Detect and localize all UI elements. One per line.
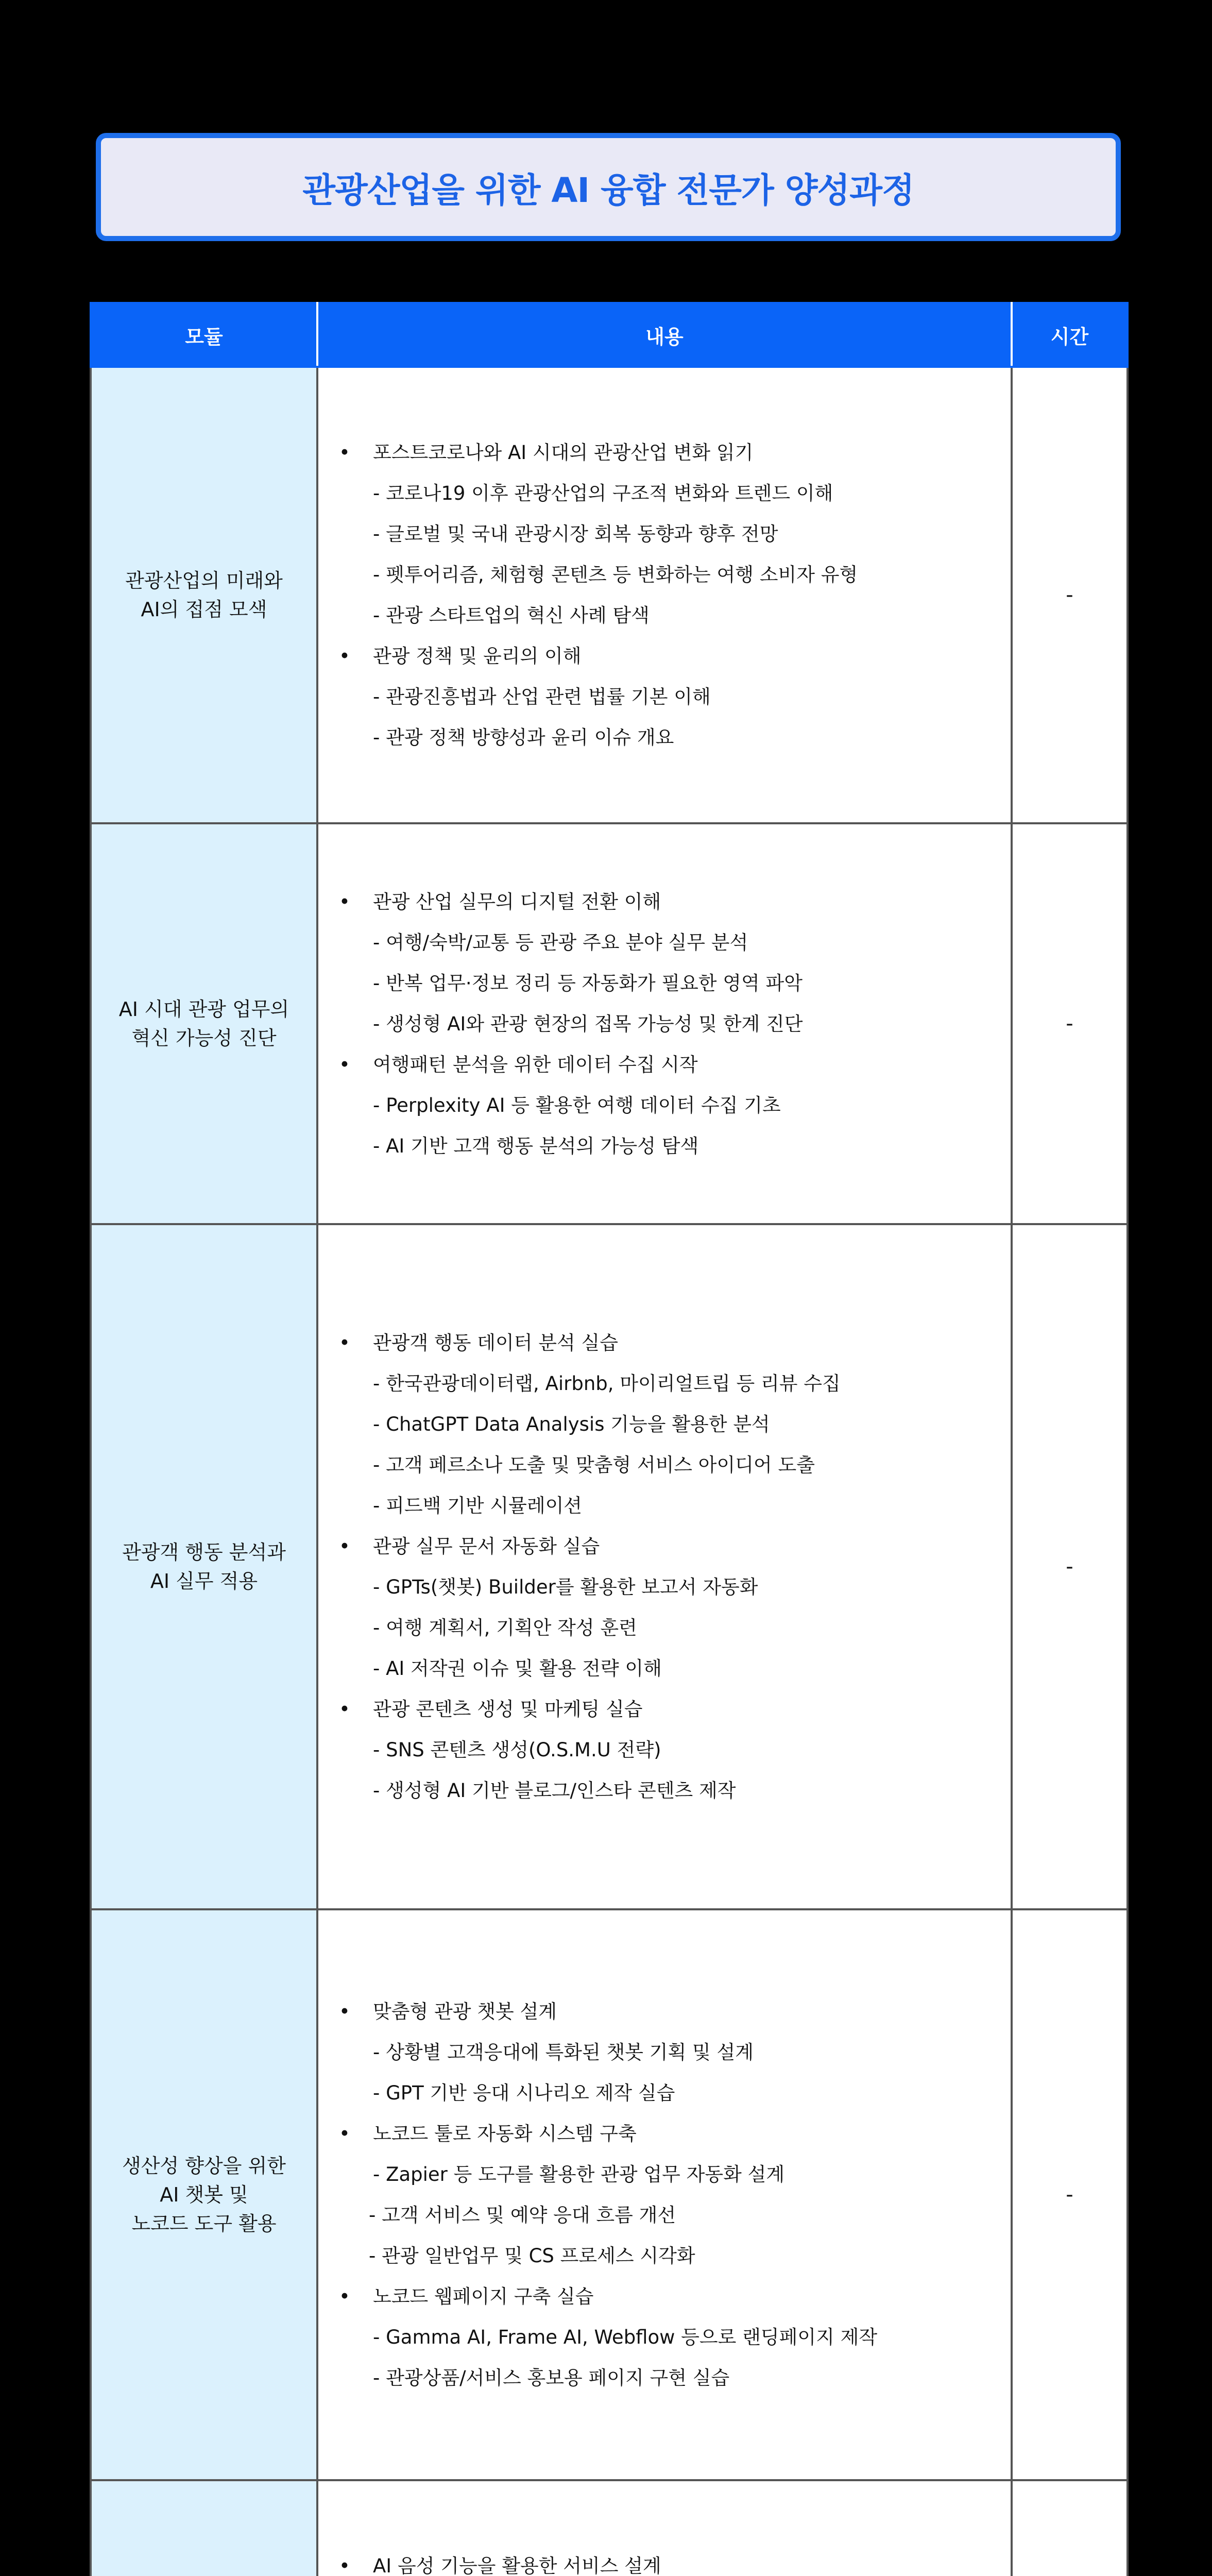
bullet-icon: • [339,1053,350,1076]
item-text: - Perplexity AI 등 활용한 여행 데이터 수집 기초 [373,1094,781,1116]
item-text: - Zapier 등 도구를 활용한 관광 업무 자동화 설계 [373,2163,785,2185]
sub-item [339,1730,990,1770]
item-text: - GPTs(챗봇) Builder를 활용한 보고서 자동화 [373,1576,758,1598]
time-cell: - [1012,1909,1128,2480]
sub-item [339,2032,990,2073]
item-text: AI 음성 기능을 활용한 서비스 설계 [373,2555,661,2576]
item-text: 관광 실무 문서 자동화 실습 [373,1535,600,1557]
item-text: - 글로벌 및 국내 관광시장 회복 동향과 향후 전망 [373,523,778,545]
bullet-icon: • [339,2285,350,2308]
sub-item [339,1607,990,1648]
sub-item [339,2154,990,2195]
time-cell [1012,2480,1128,2576]
module-label-line: 노코드 도구 활용 [131,2212,277,2235]
module-cell [91,1224,317,1909]
bullet-item [339,1526,990,1567]
item-text: - 고객 서비스 및 예약 응대 흐름 개선 [369,2204,676,2226]
bullet-icon: • [339,2123,350,2145]
table-header-row [91,303,1128,367]
sub-item [339,1485,990,1526]
sub-item [339,554,990,595]
item-text: - 관광 일반업무 및 CS 프로세스 시각화 [369,2245,695,2267]
bullet-icon: • [339,890,350,913]
header-content: 내용 [317,303,1012,367]
bullet-icon: • [339,2001,350,2023]
item-text: 여행패턴 분석을 위한 데이터 수집 시작 [373,1053,698,1076]
sub-item [339,717,990,758]
sub-item [339,1648,990,1689]
bullet-item [339,1044,990,1085]
item-text: - 관광진흥법과 산업 관련 법률 기본 이해 [373,686,711,708]
table-row [91,367,1128,823]
bullet-item [339,1991,990,2032]
item-text: 관광객 행동 데이터 분석 실습 [373,1332,618,1354]
table-row [91,2480,1128,2576]
item-text: - 관광 정책 방향성과 윤리 이슈 개요 [373,726,674,749]
module-label-line: AI의 접점 모색 [141,598,267,621]
content-cell [317,2480,1012,2576]
item-text: - 상황별 고객응대에 특화된 챗봇 기획 및 설계 [373,2041,754,2063]
module-label-line: 관광산업의 미래와 [125,569,283,592]
content-cell [317,367,1012,823]
bullet-item [339,1323,990,1363]
table-row [91,1909,1128,2480]
sub-item [339,1770,990,1811]
bullet-icon: • [339,2555,350,2576]
module-label-line: AI 실무 적용 [150,1570,258,1592]
curriculum-table [90,302,1129,2576]
item-text: - 관광상품/서비스 홍보용 페이지 구현 실습 [373,2367,730,2389]
module-label-line: 생산성 향상을 위한 [122,2155,286,2177]
item-text: - AI 기반 고객 행동 분석의 가능성 탐색 [373,1134,699,1157]
sub-item [339,1004,990,1044]
item-text: - 고객 페르소나 도출 및 맞춤형 서비스 아이디어 도출 [373,1454,815,1476]
item-text: 맞춤형 관광 챗봇 설계 [373,2001,557,2023]
module-label-line: AI 챗봇 및 [160,2183,248,2206]
page-title: 관광산업을 위한 AI 융합 전문가 양성과정 [302,170,914,210]
sub-item [339,922,990,963]
bullet-item [339,2113,990,2154]
sub-item [339,2195,990,2235]
item-text: - 관광 스타트업의 혁신 사례 탐색 [373,604,650,626]
bullet-item [339,1689,990,1730]
module-cell [91,1909,317,2480]
content-cell [317,823,1012,1224]
sub-item [339,676,990,717]
bullet-icon: • [339,442,350,464]
content-cell [317,1909,1012,2480]
item-text: - 생성형 AI와 관광 현장의 접목 가능성 및 한계 진단 [373,1012,803,1035]
content-cell [317,1224,1012,1909]
header-module: 모듈 [91,303,317,367]
item-text: - 여행 계획서, 기획안 작성 훈련 [373,1617,637,1639]
time-cell: - [1012,1224,1128,1909]
module-label-line: AI 시대 관광 업무의 [118,998,289,1021]
module-cell [91,367,317,823]
sub-item [339,1363,990,1404]
item-text: 포스트코로나와 AI 시대의 관광산업 변화 읽기 [373,442,754,464]
item-text: 노코드 웹페이지 구축 실습 [373,2285,594,2308]
bullet-item [339,2276,990,2317]
table-row [91,1224,1128,1909]
title-banner [96,133,1121,241]
sub-item [339,2317,990,2358]
item-text: - 생성형 AI 기반 블로그/인스타 콘텐츠 제작 [373,1780,736,1802]
header-time: 시간 [1012,303,1128,367]
item-text: - 펫투어리즘, 체험형 콘텐츠 등 변화하는 여행 소비자 유형 [373,564,858,586]
sub-item [339,963,990,1004]
item-text: - 피드백 기반 시뮬레이션 [373,1495,583,1517]
sub-item [339,2358,990,2398]
item-text: - SNS 콘텐츠 생성(O.S.M.U 전략) [373,1739,661,1761]
item-text: 노코드 툴로 자동화 시스템 구축 [373,2123,637,2145]
sub-item [339,1445,990,1485]
module-label-line: 관광객 행동 분석과 [122,1541,286,1564]
sub-item [339,595,990,636]
bullet-icon: • [339,1332,350,1354]
sub-item [339,1126,990,1166]
module-cell [91,2480,317,2576]
item-text: - AI 저작권 이슈 및 활용 전략 이해 [373,1657,662,1680]
item-text: - 반복 업무·정보 정리 등 자동화가 필요한 영역 파악 [373,972,803,994]
item-text: - 코로나19 이후 관광산업의 구조적 변화와 트렌드 이해 [373,482,833,504]
bullet-item [339,882,990,922]
bullet-icon: • [339,645,350,667]
bullet-item [339,636,990,676]
module-cell [91,823,317,1224]
sub-item [339,1404,990,1445]
item-text: - GPT 기반 응대 시나리오 제작 실습 [373,2082,675,2104]
bullet-item [339,432,990,473]
sub-item [339,473,990,514]
item-text: - ChatGPT Data Analysis 기능을 활용한 분석 [373,1413,770,1435]
item-text: - Gamma AI, Frame AI, Webflow 등으로 랜딩페이지 제작 [373,2326,878,2348]
item-text: 관광 정책 및 윤리의 이해 [373,645,582,667]
sub-item [339,1085,990,1126]
time-cell: - [1012,823,1128,1224]
sub-item [339,2073,990,2113]
bullet-item [339,2546,990,2576]
sub-item [339,514,990,554]
item-text: 관광 산업 실무의 디지털 전환 이해 [373,890,661,913]
time-cell: - [1012,367,1128,823]
table-row [91,823,1128,1224]
sub-item [339,2235,990,2276]
bullet-icon: • [339,1698,350,1720]
module-label-line: 혁신 가능성 진단 [131,1027,277,1049]
sub-item [339,1567,990,1607]
item-text: 관광 콘텐츠 생성 및 마케팅 실습 [373,1698,643,1720]
item-text: - 여행/숙박/교통 등 관광 주요 분야 실무 분석 [373,931,748,954]
item-text: - 한국관광데이터랩, Airbnb, 마이리얼트립 등 리뷰 수집 [373,1372,841,1395]
bullet-icon: • [339,1535,350,1557]
